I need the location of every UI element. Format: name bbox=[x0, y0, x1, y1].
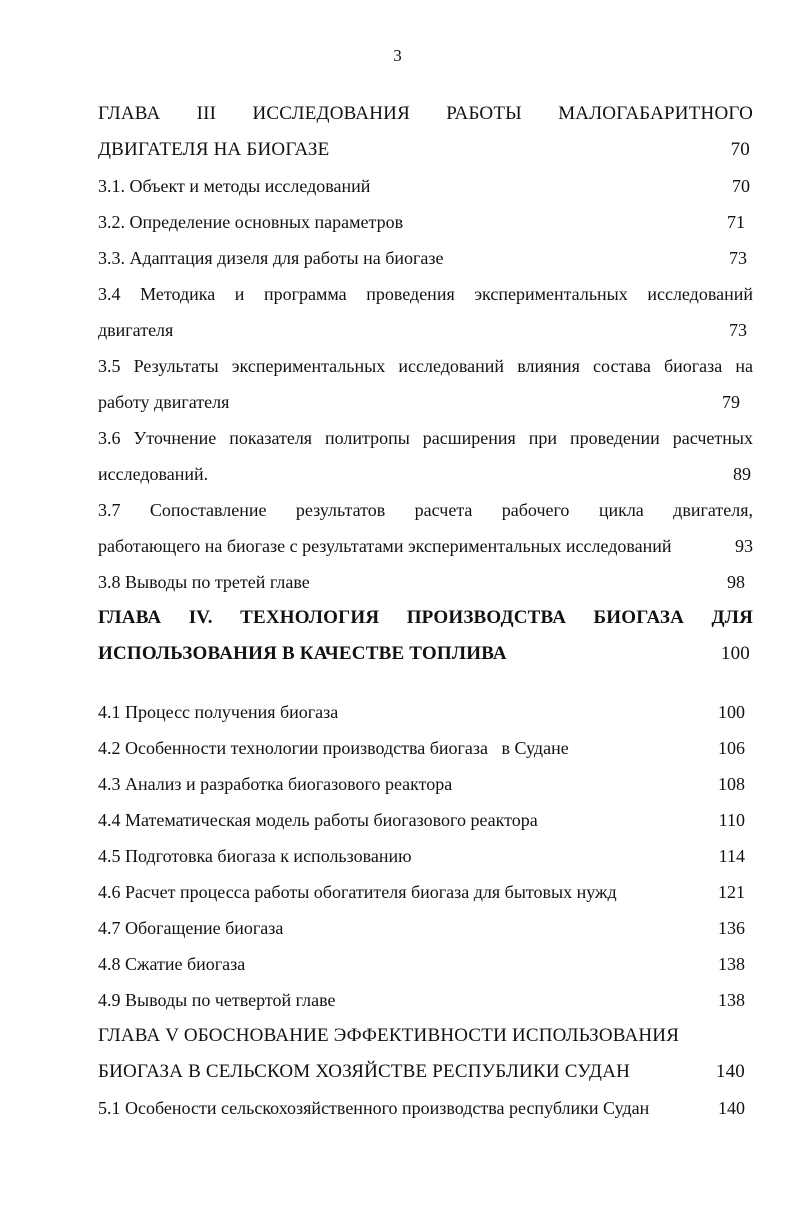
toc-entry-title: 4.1 Процесс получения биогаза bbox=[98, 702, 339, 722]
toc-entry-page: 89 bbox=[733, 464, 751, 484]
toc-entry-title: 3.2. Определение основных параметров bbox=[98, 212, 404, 232]
toc-entry-3-6-line1: 3.6 Уточнение показателя политропы расширения при проведении расчетных bbox=[98, 428, 753, 448]
toc-entry-4-2 bbox=[98, 730, 753, 766]
toc-entry-title: 3.3. Адаптация дизеля для работы на биогазе bbox=[98, 248, 444, 268]
chapter-5-title-line1: ГЛАВА V ОБОСНОВАНИЕ ЭФФЕКТИВНОСТИ ИСПОЛЬЗОВАНИЯ bbox=[98, 1025, 680, 1046]
toc-entry-4-7 bbox=[98, 910, 753, 946]
chapter-3-title-line2-row bbox=[98, 132, 753, 168]
chapter-3-title-line1: ГЛАВА III ИССЛЕДОВАНИЯ РАБОТЫ МАЛОГАБАРИТНОГО bbox=[98, 103, 753, 124]
toc-entry-3-6-line2-row bbox=[98, 456, 753, 492]
chapter-3-title-line2: ДВИГАТЕЛЯ НА БИОГАЗЕ bbox=[98, 139, 330, 160]
toc-entry-title: 4.2 Особенности технологии производства биогаза в Судане bbox=[98, 738, 569, 758]
toc-entry-page: 73 bbox=[729, 320, 747, 340]
chapter-5-title-line2: БИОГАЗА В СЕЛЬСКОМ ХОЗЯЙСТВЕ РЕСПУБЛИКИ СУДАН bbox=[98, 1061, 631, 1082]
toc-entry-title: 4.9 Выводы по четвертой главе bbox=[98, 990, 336, 1010]
toc-entry-page: 73 bbox=[729, 248, 747, 268]
toc-entry-page: 140 bbox=[718, 1098, 745, 1118]
toc-entry-page: 106 bbox=[718, 738, 745, 758]
toc-entry-3-1 bbox=[98, 168, 753, 204]
toc-entry-4-9 bbox=[98, 982, 753, 1018]
toc-entry-title: 3.1. Объект и методы исследований bbox=[98, 176, 371, 196]
chapter-5-page: 140 bbox=[715, 1061, 745, 1082]
toc-entry-4-1 bbox=[98, 694, 753, 730]
toc-entry-page: 136 bbox=[718, 918, 745, 938]
chapter-5-title-line2-row bbox=[98, 1054, 753, 1090]
toc-entry-title: 4.3 Анализ и разработка биогазового реактора bbox=[98, 774, 453, 794]
toc-entry-4-4 bbox=[98, 802, 753, 838]
toc-entry-title-cont: двигателя bbox=[98, 320, 174, 340]
toc-entry-page: 93 bbox=[735, 536, 753, 556]
toc-entry-3-3 bbox=[98, 240, 753, 276]
toc-entry-4-5 bbox=[98, 838, 753, 874]
toc-entry-title-cont: работу двигателя bbox=[98, 392, 230, 412]
chapter-4-page: 100 bbox=[720, 643, 750, 664]
toc-entry-5-1 bbox=[98, 1090, 753, 1126]
toc-entry-page: 121 bbox=[718, 882, 745, 902]
chapter-4-title-line2-row bbox=[98, 636, 753, 672]
page-number: 3 bbox=[393, 46, 402, 65]
toc-entry-page: 138 bbox=[718, 990, 745, 1010]
toc-entry-3-7-line1: 3.7 Сопоставление результатов расчета рабочего цикла двигателя, bbox=[98, 500, 753, 520]
toc-entry-page: 98 bbox=[727, 572, 745, 592]
toc-entry-3-8 bbox=[98, 564, 753, 600]
toc-entry-3-7-line2-row bbox=[98, 528, 753, 564]
toc-entry-3-5-line1: 3.5 Результаты экспериментальных исследований влияния состава биогаза на bbox=[98, 356, 753, 376]
toc-entry-page: 114 bbox=[718, 846, 745, 866]
toc-entry-page: 100 bbox=[718, 702, 745, 722]
toc-entry-page: 108 bbox=[718, 774, 745, 794]
table-of-contents bbox=[98, 96, 753, 1126]
toc-entry-title: 4.5 Подготовка биогаза к использованию bbox=[98, 846, 412, 866]
toc-entry-3-2 bbox=[98, 204, 753, 240]
toc-entry-title: 4.4 Математическая модель работы биогазового реактора bbox=[98, 810, 538, 830]
toc-entry-page: 71 bbox=[727, 212, 745, 232]
toc-entry-page: 110 bbox=[718, 810, 745, 830]
chapter-4-title-line1: ГЛАВА IV. ТЕХНОЛОГИЯ ПРОИЗВОДСТВА БИОГАЗА ДЛЯ bbox=[98, 607, 753, 628]
toc-entry-title: 4.7 Обогащение биогаза bbox=[98, 918, 284, 938]
toc-entry-page: 79 bbox=[722, 392, 740, 412]
toc-entry-title-cont: исследований. bbox=[98, 464, 209, 484]
toc-entry-title: 4.6 Расчет процесса работы обогатителя биогаза для бытовых нужд bbox=[98, 882, 617, 902]
toc-entry-page: 138 bbox=[718, 954, 745, 974]
toc-entry-3-5-line2-row bbox=[98, 384, 753, 420]
spacer bbox=[98, 672, 753, 694]
toc-entry-4-3 bbox=[98, 766, 753, 802]
toc-entry-title: 3.8 Выводы по третей главе bbox=[98, 572, 310, 592]
toc-entry-title: 4.8 Сжатие биогаза bbox=[98, 954, 246, 974]
chapter-4-title-line2: ИСПОЛЬЗОВАНИЯ В КАЧЕСТВЕ ТОПЛИВА bbox=[98, 643, 507, 664]
toc-entry-title: 5.1 Особености сельскохозяйственного производства республики Судан bbox=[98, 1098, 650, 1118]
chapter-3-page: 70 bbox=[730, 139, 750, 160]
toc-entry-3-4-line1: 3.4 Методика и программа проведения экспериментальных исследований bbox=[98, 284, 753, 304]
toc-entry-page: 70 bbox=[732, 176, 750, 196]
toc-entry-4-6 bbox=[98, 874, 753, 910]
toc-entry-4-8 bbox=[98, 946, 753, 982]
toc-entry-3-4-line2-row bbox=[98, 312, 753, 348]
toc-entry-title-cont: работающего на биогазе с результатами экспериментальных исследований bbox=[98, 536, 672, 556]
